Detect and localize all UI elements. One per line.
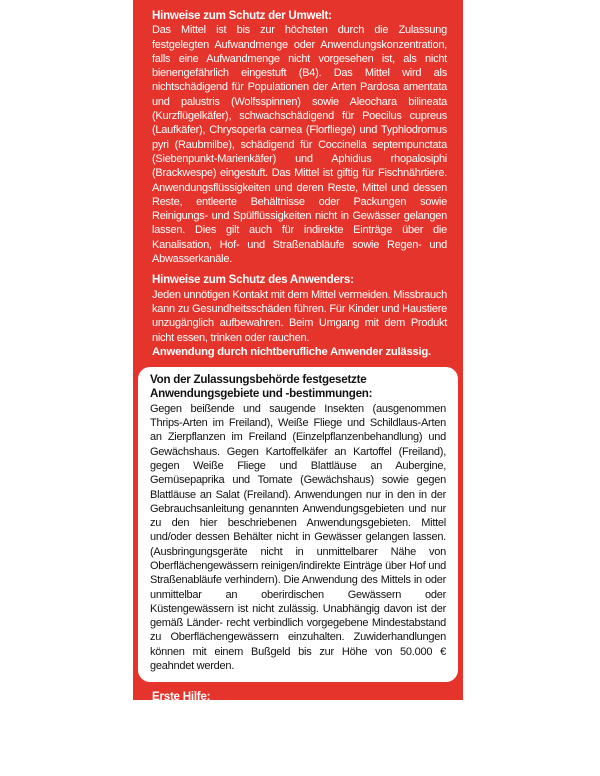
section-environment-notes xyxy=(133,9,463,266)
user-protection-heading: Hinweise zum Schutz des Anwenders: xyxy=(152,273,354,287)
environment-body: Das Mittel ist bis zur höchsten durch die Zulassung festgelegten Aufwandmenge oder Anwendungskonzentration, falls eine Aufwandmenge nicht vorgesehen ist, als nicht bienengefährlich eingestuft (B4). Das Mittel wird als nichtschädigend für Populationen der Arten Pardosa amentata und palustris (Wolfsspinnen) sowie Aleochara bilineata (Kurzflügelkäfer), schwachschädigend für Poecilus cupreus (Laufkäfer), Chrysoperla carnea (Florfliege) und Typhlodromus pyri (Raubmilbe), schädigend für Coccinella septempunctata (Siebenpunkt-Marienkäfer) und Aphidius rhopalosiphi (Brackwespe) eingestuft. Das Mittel ist giftig für Fischnährtiere. Anwendungsflüssigkeiten und deren Reste, Mittel und dessen Reste, entleerte Behältnisse oder Packungen sowie Reinigungs- und Spülflüssigkeiten nicht in Gewässer gelangen lassen. Dies gilt auch für indirekte Einträge über die Kanalisation, Hof- und Straßenabläufe sowie Regen- und Abwasserkanäle. xyxy=(152,24,447,266)
first-aid-body: Nach Hautkontakt mit reichlich Wasser waschen. Nach Augenkontakt sofort mit reichlich Wasser ausspülen, auch unter den Augenliedern. Nach Verschucken Mund mit Wasser ausspühlen, Arzt aufsuchen und Etikett und Verpackung vorzeigen. xyxy=(152,705,447,775)
user-protection-body: Jeden unnötigen Kontakt mit dem Mittel vermeiden. Missbrauch kann zu Gesundheitsschäden führen. Für Kinder und Haustiere unzugänglich aufbewahren. Beim Umgang mit dem Produkt nicht essen, trinken oder rauchen. xyxy=(152,288,447,344)
section-user-protection xyxy=(133,273,463,359)
environment-heading: Hinweise zum Schutz der Umwelt: xyxy=(152,9,332,22)
section-first-aid xyxy=(133,690,463,776)
approved-use-heading: Von der Zulassungsbehörde festgesetzte Anwendungsgebiete und -bestimmungen: xyxy=(150,373,373,401)
first-aid-heading: Erste Hilfe: xyxy=(152,690,211,704)
approved-use-box xyxy=(138,367,458,682)
red-label-band xyxy=(133,0,463,775)
non-professional-use-note: Anwendung durch nichtberufliche Anwender zulässig. xyxy=(152,345,431,358)
approved-use-body: Gegen beißende und saugende Insekten (ausgenommen Thrips-Arten im Freiland), Weiße Fliege und Schildlaus-Arten an Zierpflanzen im Freiland (Einzelpflanzenbehandlung) und Gewächshaus. Gegen Kartoffelkäfer an Kartoffel (Freiland), gegen Weiße Fliege und Blattläuse an Aubergine, Gemüsepaprika und Tomate (Gewächshaus) sowie gegen Blattläuse an Salat (Freiland). Anwendungen nur in den in der Gebrauchsanleitung genannten Anwendungsgebieten und nur zu den hier beschriebenen Anwendungsgebieten. Mittel und/oder dessen Behälter nicht in Gewässer gelangen lassen. (Ausbringungsgeräte nicht in unmittelbarer Nähe von Oberflächengewässern reinigen/indirekte Einträge über Hof und Straßenabläufe verhindern). Die Anwendung des Mittels in oder unmittelbar an oberirdischen Gewässern oder Küstengewässern ist nicht zulässig. Unabhängig davon ist der gemäß Länder- recht verbindlich vorgegebene Mindestabstand zu Oberflächengewässern einzuhalten. Zuwiderhandlungen können mit einem Bußgeld bis zur Höhe von 50.000 € geahndet werden. xyxy=(150,402,446,673)
